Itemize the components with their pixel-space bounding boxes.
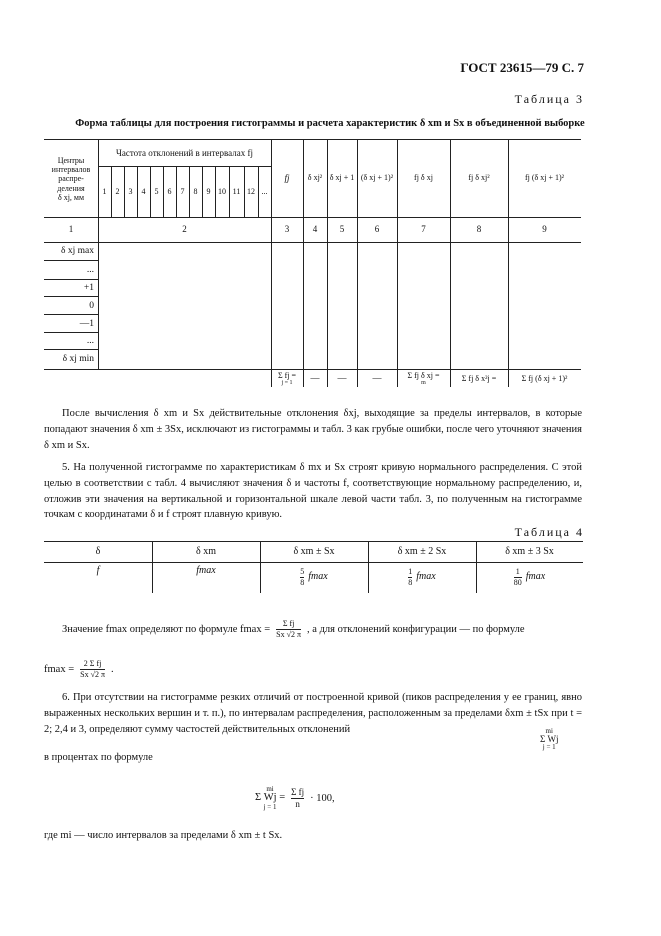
interval-number: 12 xyxy=(247,186,255,196)
fmax-config-formula: fmax = $\frac{\text{2 Σ fj}}{Sx √2 \pi}$ . xyxy=(44,659,114,679)
paragraph-p2: 5. На полученной гистограмме по характеристикам δ mx и Sx строят кривую нормального распределения. С этой целью в соответствии с табл. 4 вычисляют значения δ и частоты f, соответствующие нормальному распределению, и, отложив эти значения на вертикальной и горизонтальной шкале левой части табл. 3, по полученным на гистограмме точкам с координатами δ и f строят плавную кривую. xyxy=(44,462,582,521)
final-formula: mi Σ Wj = j = 1 $\frac{\text{Σ fj}}{n}$ · 100, xyxy=(255,785,335,811)
interval-number: 6 xyxy=(167,186,172,196)
paragraph-p4-end: в процентах по формуле xyxy=(44,752,153,763)
table3-caption: Форма таблицы для построения гистограммы и расчета характеристик δ xm и Sx в объединенной выборке xyxy=(75,118,585,129)
row-label: 0 xyxy=(89,301,94,311)
t4-row-label: f xyxy=(96,565,100,577)
t4-value: $\frac{1}{80}$ fmax xyxy=(513,566,546,587)
sum-fj-dxj2: Σ fj δ x²j = xyxy=(461,374,497,384)
t4-header: δ xm xyxy=(196,545,216,557)
col-number: 4 xyxy=(312,224,318,235)
col-number: 1 xyxy=(68,224,74,235)
interval-number: 9 xyxy=(206,186,211,196)
interval-number: 3 xyxy=(128,186,133,196)
col-number: 6 xyxy=(374,224,380,235)
sum-dash: — xyxy=(310,372,320,383)
interval-number: 2 xyxy=(115,186,120,196)
col-frequency-header: Частота отклонений в интервалах fj xyxy=(115,147,253,158)
sum-dash: — xyxy=(337,372,347,383)
col-number: 3 xyxy=(284,224,290,235)
col-number: 8 xyxy=(476,224,482,235)
t4-value: fmax xyxy=(196,565,216,577)
t4-value: $\frac{5}{8}$ fmax xyxy=(300,566,328,587)
col-dxj2-header: δ xj² xyxy=(307,173,323,183)
col-centers-header: Центры интервалов распре- деления δ xj, мм xyxy=(51,156,91,202)
row-label: ... xyxy=(86,336,94,346)
row-label: +1 xyxy=(83,283,94,293)
col-number: 9 xyxy=(542,224,547,235)
t4-header: δ xm ± 3 Sx xyxy=(505,545,554,557)
interval-number: ... xyxy=(261,186,268,196)
row-label: —1 xyxy=(79,319,94,329)
interval-number: 7 xyxy=(180,186,185,196)
t4-header: δ xm ± 2 Sx xyxy=(397,545,447,557)
table3 xyxy=(44,139,581,387)
table4 xyxy=(44,541,583,593)
sum-fj-dxj-plus1-sq: Σ fj (δ xj + 1)² xyxy=(521,374,568,384)
sum-dash: — xyxy=(372,372,382,383)
interval-number: 5 xyxy=(154,186,159,196)
fmax-formula-line: Значение fmax определяют по формуле fmax = $\frac{\text{Σ fj}}{Sx √2 \pi}$ , а для отклонений конфигурации — по формуле xyxy=(62,619,525,639)
col-number: 5 xyxy=(339,224,345,235)
table4-label: Таблица 4 xyxy=(514,525,584,539)
sum-fj: Σ fj = j = 1 xyxy=(277,370,297,387)
paragraph-p5: где mi — число интервалов за пределами δ xm ± t Sx. xyxy=(44,830,283,841)
t4-header: δ xyxy=(95,545,101,557)
paragraph-p4: 6. При отсутствии на гистограмме резких отличий от построенной кривой (пиков распределения у ее границ, явно выраженных нескольких вершин и т. п.), по интервалам распределения, расположенным за пределами δxm ± tSx при t = 2; 2,4 и 3, определяют сумму частостей действительных отклонений xyxy=(44,692,582,735)
interval-number: 10 xyxy=(218,186,226,196)
interval-number: 11 xyxy=(232,186,241,196)
col-dxj-plus1-header: δ xj + 1 xyxy=(329,173,355,183)
row-label: δ xj min xyxy=(62,354,94,364)
interval-number: 8 xyxy=(193,186,198,196)
paragraph-p1: После вычисления δ xm и Sx действительные отклонения δxj, выходящие за пределы интервалов, в которые попадают значения δ xm ± 3Sx, исключают из гистограммы и табл. 3 как грубые ошибки, после чего уточняют значения δ xm и Sx. xyxy=(44,408,582,451)
sum-fj-dxj: Σ fj δ xj = m xyxy=(407,370,440,387)
col-number: 2 xyxy=(182,224,187,235)
document-header: ГОСТ 23615—79 С. 7 xyxy=(460,60,584,75)
table3-label: Таблица 3 xyxy=(514,92,584,106)
t4-value: $\frac{1}{8}$ fmax xyxy=(408,566,436,587)
sum-w-inline: mi Σ Wj j = 1 xyxy=(540,727,559,751)
col-number: 7 xyxy=(421,224,426,235)
t4-header: δ xm ± Sx xyxy=(293,545,335,557)
interval-number: 4 xyxy=(141,186,146,196)
col-fj-dxj-header: fj δ xj xyxy=(414,173,433,183)
row-label: ... xyxy=(86,265,94,275)
col-fj-dxj-plus1-sq-header: fj (δ xj + 1)² xyxy=(524,173,565,183)
col-fj-dxj2-header: fj δ xj² xyxy=(468,173,490,183)
row-label: δ xj max xyxy=(61,246,94,256)
interval-number: 1 xyxy=(102,186,107,196)
col-fj-header: fj xyxy=(284,172,290,183)
col-dxj-plus1-sq-header: (δ xj + 1)² xyxy=(360,173,394,183)
